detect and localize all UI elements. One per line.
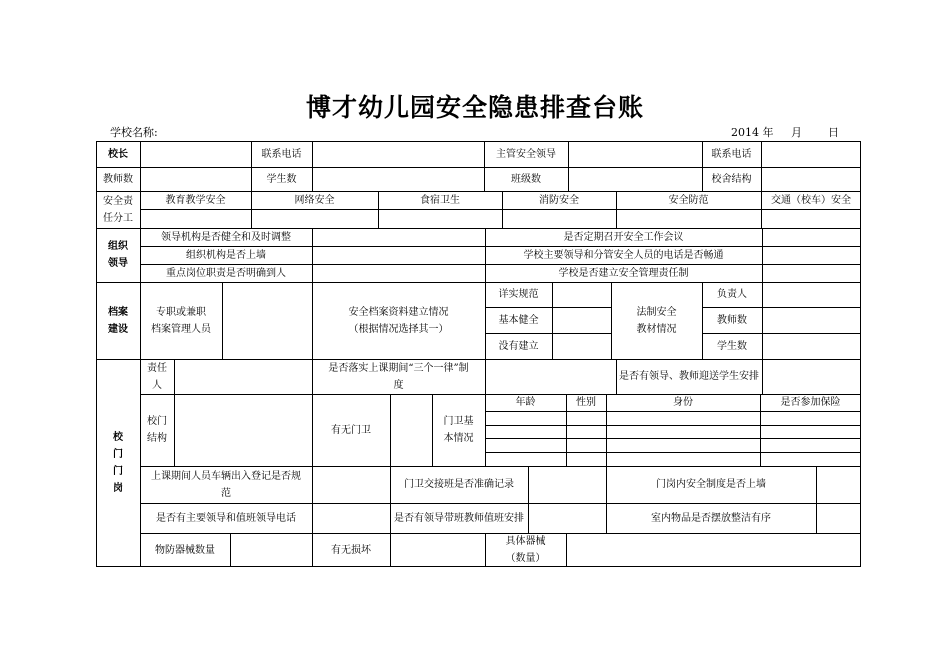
- cell-guard-info: 门卫基 本情况: [443, 416, 474, 444]
- cell-class-count: 班级数: [511, 173, 541, 185]
- cell-org-q3: 重点岗位职责是否明确到人: [166, 267, 286, 279]
- cell-gate-rules-posted: 门岗内安全制度是否上墙: [656, 479, 766, 490]
- col-age: 年龄: [515, 397, 536, 408]
- cell-org-q5: 学校主要领导和分管安全人员的电话是否畅通: [523, 249, 724, 261]
- cell-duty-security: 安全防范: [668, 194, 709, 206]
- cell-shift-record: 门卫交接班是否准确记录: [404, 479, 514, 490]
- cell-archive-basic: 基本健全: [498, 314, 539, 326]
- day-label: 日: [828, 126, 839, 139]
- cell-teacher-count-2: 教师数: [717, 314, 747, 326]
- cell-legal-material: 法制安全 教材情况: [636, 306, 677, 335]
- cell-safety-leader: 主管安全领导: [496, 148, 556, 160]
- col-identity: 身份: [673, 397, 693, 408]
- cell-person-in-charge: 负责人: [717, 289, 747, 300]
- cell-duty-education: 教育教学安全: [165, 194, 226, 206]
- cell-responsible-person: 责任 人: [147, 362, 167, 391]
- cell-escort-students: 是否有领导、教师迎送学生安排: [619, 371, 759, 382]
- cell-damaged: 有无损坏: [331, 544, 371, 556]
- safety-inspection-table: [96, 141, 861, 567]
- cell-safety-duty: 安全责 任分工: [103, 195, 133, 224]
- cell-org-q1: 领导机构是否健全和及时调整: [161, 231, 291, 243]
- cell-student-count: 学生数: [266, 173, 297, 185]
- cell-gate-structure: 校门 结构: [147, 416, 167, 444]
- cell-duty-canteen: 食宿卫生: [420, 194, 460, 206]
- cell-archive-detailed: 详实规范: [498, 289, 539, 300]
- cell-duty-fire: 消防安全: [539, 194, 579, 206]
- cell-duty-network: 网络安全: [294, 194, 335, 206]
- cell-equipment-count: 物防器械数量: [155, 544, 215, 556]
- cell-building-structure: 校舍结构: [711, 173, 752, 185]
- cell-archive-status: 安全档案资料建立情况 （根据情况选择其一）: [348, 306, 449, 335]
- cell-vehicle-register: 上课期间人员车辆出入登记是否规 范: [151, 470, 301, 499]
- cell-principal: 校长: [108, 148, 128, 160]
- cell-duty-traffic: 交通（校车）安全: [771, 194, 851, 206]
- cell-archive: 档案 建设: [108, 306, 128, 335]
- cell-contact-phone-2: 联系电话: [711, 148, 752, 160]
- school-name-label: 学校名称:: [110, 126, 158, 139]
- cell-duty-phone: 是否有主要领导和值班领导电话: [156, 512, 296, 524]
- page-title: 博才幼儿园安全隐患排查台账: [305, 93, 644, 122]
- cell-org-q4: 是否定期召开安全工作会议: [563, 231, 684, 243]
- cell-archive-none: 没有建立: [498, 340, 539, 352]
- col-gender: 性别: [576, 397, 596, 408]
- cell-duty-teacher: 是否有领导带班教师值班安排: [394, 512, 524, 524]
- cell-contact-phone-1: 联系电话: [261, 148, 302, 160]
- cell-three-rules: 是否落实上课期间“三个一律”制 度: [328, 362, 469, 391]
- cell-equipment-specific: 具体器械 （数量）: [505, 536, 546, 564]
- col-insurance: 是否参加保险: [780, 397, 841, 408]
- cell-student-count-2: 学生数: [717, 340, 747, 352]
- cell-teacher-count: 教师数: [103, 173, 133, 185]
- cell-org-leadership: 组织 领导: [108, 241, 128, 269]
- cell-has-gatehouse: 有无门卫: [331, 424, 371, 436]
- cell-gate-post: 校 门 门 岗: [113, 432, 123, 494]
- cell-archive-admin: 专职或兼职 档案管理人员: [151, 306, 211, 335]
- cell-org-q2: 组织机构是否上墙: [186, 249, 266, 261]
- cell-indoor-order: 室内物品是否摆放整洁有序: [651, 512, 771, 524]
- month-label: 月: [791, 126, 802, 139]
- cell-org-q6: 学校是否建立安全管理责任制: [558, 267, 689, 279]
- year-label: 2014 年: [731, 126, 774, 139]
